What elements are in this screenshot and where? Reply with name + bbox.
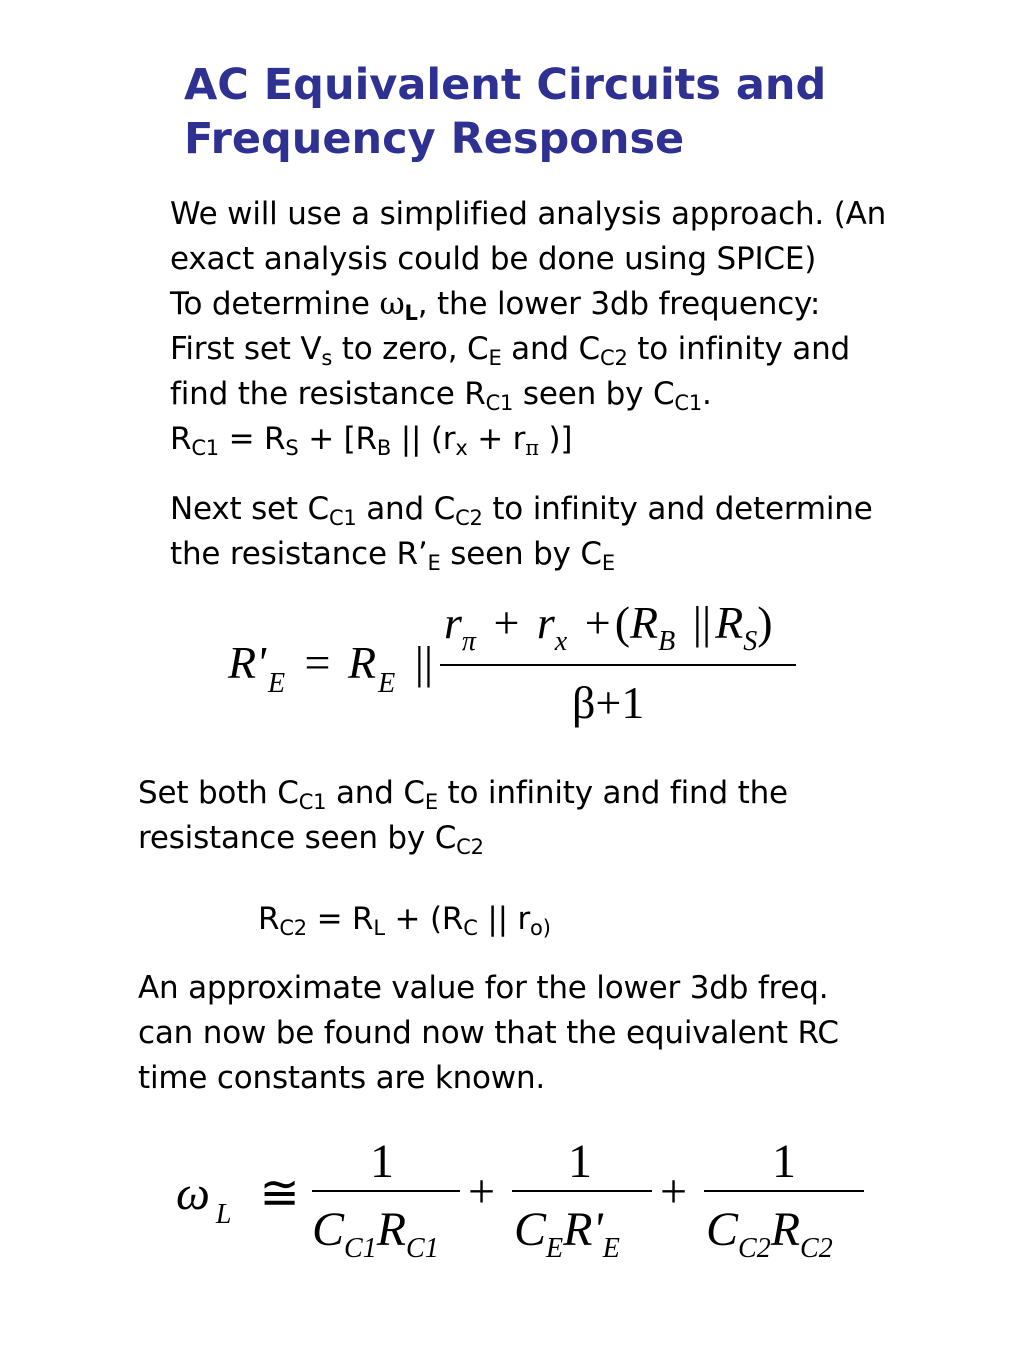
eq1-fraction-bar (440, 664, 796, 666)
subscript: C2 (455, 506, 483, 530)
subscript: B (658, 626, 676, 657)
text-fragment: + (R (384, 901, 464, 937)
intro-line-4 (170, 327, 886, 372)
subscript: S (285, 436, 299, 460)
rc2-formula (258, 897, 551, 942)
text-fragment: find the resistance R (170, 376, 486, 412)
subscript: C1 (298, 790, 327, 814)
eq2-plus-1: + (468, 1165, 496, 1218)
text-fragment: Set both C (138, 775, 299, 811)
text-fragment: R (170, 421, 192, 457)
eq2-den-1 (312, 1203, 439, 1264)
parallel-symbol: || (414, 637, 434, 688)
subscript: x (455, 436, 468, 460)
subscript: L (373, 916, 385, 940)
omega-symbol: ω (379, 286, 405, 322)
subscript: C1 (406, 1233, 439, 1264)
next-line-2 (170, 532, 873, 577)
eq2-bar-3 (704, 1190, 864, 1192)
subscript: o) (530, 916, 551, 940)
plus-sign: + (584, 597, 611, 648)
rc1-formula (170, 417, 886, 462)
intro-line-1: We will use a simplified analysis approach. (An (170, 196, 887, 232)
both-line-1 (138, 771, 788, 816)
eq1-lhs (228, 637, 434, 699)
text-fragment: to infinity and (627, 331, 850, 367)
close-paren: ) (757, 597, 773, 648)
approx-paragraph (138, 966, 839, 1101)
approx-line-1: An approximate value for the lower 3db freq. (138, 970, 829, 1006)
text-fragment: )] (538, 421, 573, 457)
equals-sign: = (304, 637, 331, 688)
eq1-re-symbol: R (348, 637, 377, 688)
text-fragment: || r (477, 901, 531, 937)
subscript: C1 (344, 1233, 377, 1264)
subscript: E (546, 1233, 564, 1264)
subscript: E (378, 668, 396, 699)
intro-line-2: exact analysis could be done using SPICE) (170, 241, 817, 277)
text-fragment: and C (501, 331, 601, 367)
next-line-1 (170, 487, 873, 532)
rb-symbol: R (630, 597, 659, 648)
r-x-symbol: r (536, 597, 555, 648)
r-prime-symbol: R' (563, 1203, 603, 1256)
subscript: E (601, 551, 615, 575)
text-fragment: . (702, 376, 712, 412)
subscript: x (554, 626, 568, 657)
subscript: C (463, 916, 478, 940)
eq2-bar-2 (512, 1190, 652, 1192)
subscript: C1 (674, 391, 703, 415)
subscript: π (461, 626, 476, 657)
text-fragment: To determine (170, 286, 380, 322)
subscript: C2 (456, 835, 484, 859)
text-fragment: seen by C (513, 376, 675, 412)
subscript: C2 (738, 1233, 771, 1264)
subscript: C1 (191, 436, 219, 460)
subscript: E (267, 668, 286, 699)
page-title (184, 58, 1004, 166)
text-fragment: = R (218, 421, 286, 457)
text-fragment: || (r (391, 421, 456, 457)
text-fragment: seen by C (440, 536, 602, 572)
both-paragraph (138, 771, 788, 861)
subscript: C2 (600, 346, 628, 370)
text-fragment: and C (326, 775, 425, 811)
text-fragment: + [R (298, 421, 377, 457)
c-symbol: C (312, 1203, 345, 1256)
intro-line-3 (170, 282, 886, 327)
rs-symbol: R (715, 597, 744, 648)
subscript: C1 (485, 391, 514, 415)
text-fragment: + r (467, 421, 526, 457)
eq1-lhs-symbol: R' (228, 637, 266, 688)
subscript: π (525, 436, 539, 460)
intro-paragraph (170, 192, 886, 462)
eq2-plus-2: + (660, 1165, 688, 1218)
subscript: C2 (800, 1233, 833, 1264)
subscript: E (602, 1233, 620, 1264)
open-paren: ( (614, 597, 631, 648)
intro-line-5 (170, 372, 886, 417)
r-symbol: R (770, 1203, 801, 1256)
c-symbol: C (514, 1203, 547, 1256)
r-pi-symbol: r (444, 597, 462, 648)
text-fragment: R (258, 901, 280, 937)
text-fragment: Next set C (170, 491, 329, 527)
subscript: s (321, 346, 333, 370)
eq2-den-2 (514, 1203, 620, 1264)
approx-sign: ≅ (259, 1167, 300, 1220)
subscript: L (215, 1199, 232, 1230)
title-line-1: AC Equivalent Circuits and (184, 60, 827, 110)
subscript: C2 (279, 916, 307, 940)
text-fragment: First set V (170, 331, 322, 367)
approx-line-3: time constants are known. (138, 1060, 546, 1096)
eq2-bar-1 (312, 1190, 460, 1192)
title-line-2: Frequency Response (184, 114, 685, 164)
both-line-2 (138, 816, 788, 861)
text-fragment: and C (356, 491, 456, 527)
eq2-num-2: 1 (568, 1135, 592, 1188)
subscript: S (743, 626, 758, 657)
eq1-numerator (444, 597, 773, 657)
text-fragment: resistance seen by C (138, 820, 457, 856)
text-fragment: to infinity and find the (437, 775, 788, 811)
r-symbol: R (376, 1203, 407, 1256)
next-paragraph (170, 487, 873, 577)
text-fragment: to zero, C (332, 331, 489, 367)
text-fragment: to infinity and determine (482, 491, 873, 527)
parallel-symbol: || (692, 597, 712, 648)
subscript: C1 (328, 506, 357, 530)
text-fragment: , the lower 3db frequency: (417, 286, 821, 322)
plus-sign: + (493, 597, 520, 648)
eq2-lhs (176, 1167, 300, 1230)
subscript: L (404, 301, 418, 325)
text-fragment: = R (306, 901, 374, 937)
subscript: B (376, 436, 392, 460)
approx-line-2: can now be found now that the equivalent RC (138, 1015, 839, 1051)
eq2-num-1: 1 (370, 1135, 394, 1188)
omega-symbol: ω (176, 1167, 210, 1220)
c-symbol: C (706, 1203, 739, 1256)
eq2-num-3: 1 (772, 1135, 796, 1188)
subscript: E (424, 790, 438, 814)
text-fragment: the resistance R’ (170, 536, 428, 572)
subscript: E (488, 346, 502, 370)
eq1-denominator: β+1 (572, 677, 645, 728)
subscript: E (427, 551, 441, 575)
eq2-den-3 (706, 1203, 833, 1264)
